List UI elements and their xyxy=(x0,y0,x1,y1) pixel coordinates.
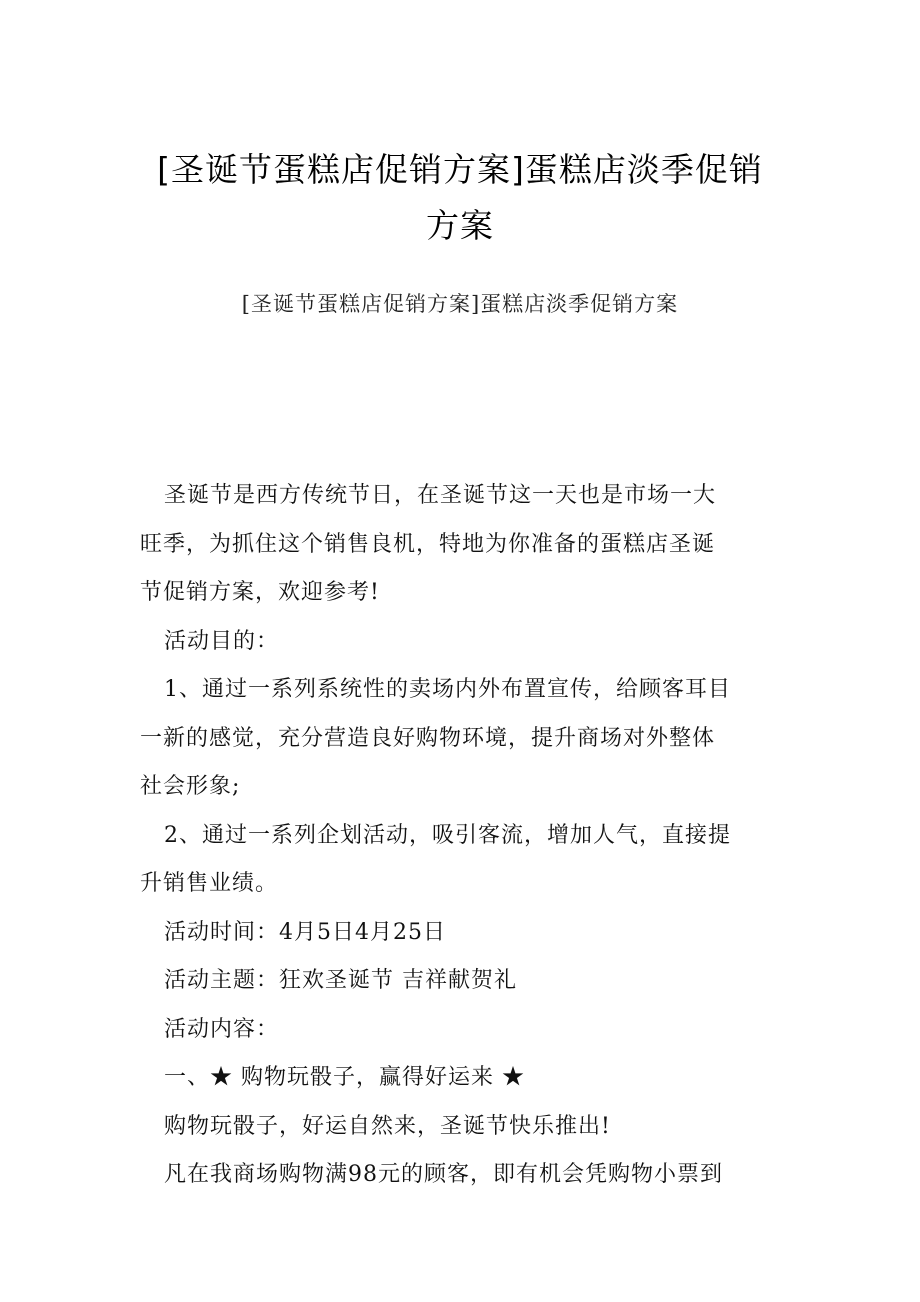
document-title-line-1: [圣诞节蛋糕店促销方案]蛋糕店淡季促销 xyxy=(157,150,763,189)
section-heading-content: 活动内容： xyxy=(164,1016,280,1042)
document-title-line-2: 方案 xyxy=(426,206,494,245)
body-line: 社会形象; xyxy=(140,774,241,799)
document-body xyxy=(140,472,776,1200)
document-title xyxy=(120,142,800,254)
body-line: 升销售业绩。 xyxy=(140,871,279,896)
body-line: 节促销方案，欢迎参考! xyxy=(140,580,380,605)
body-line: 2、通过一系列企划活动，吸引客流，增加人气，直接提 xyxy=(164,822,731,848)
activity-theme: 活动主题：狂欢圣诞节 吉祥献贺礼 xyxy=(164,968,517,993)
section-heading-purpose: 活动目的： xyxy=(164,628,280,654)
activity-item-heading: 一、★ 购物玩骰子，赢得好运来 ★ xyxy=(164,1065,525,1090)
body-line: 一新的感觉，充分营造良好购物环境，提升商场对外整体 xyxy=(140,725,716,751)
body-line: 圣诞节是西方传统节日，在圣诞节这一天也是市场一大 xyxy=(164,483,717,508)
body-line: 1、通过一系列系统性的卖场内外布置宣传，给顾客耳目 xyxy=(164,677,731,702)
document-subtitle: [圣诞节蛋糕店促销方案]蛋糕店淡季促销方案 xyxy=(241,292,679,316)
body-line: 购物玩骰子，好运自然来，圣诞节快乐推出! xyxy=(164,1113,611,1139)
body-line: 凡在我商场购物满98元的顾客，即有机会凭购物小票到 xyxy=(164,1162,723,1187)
activity-time: 活动时间：4月5日4月25日 xyxy=(164,919,446,945)
body-line: 旺季，为抓住这个销售良机，特地为你准备的蛋糕店圣诞 xyxy=(140,531,716,557)
